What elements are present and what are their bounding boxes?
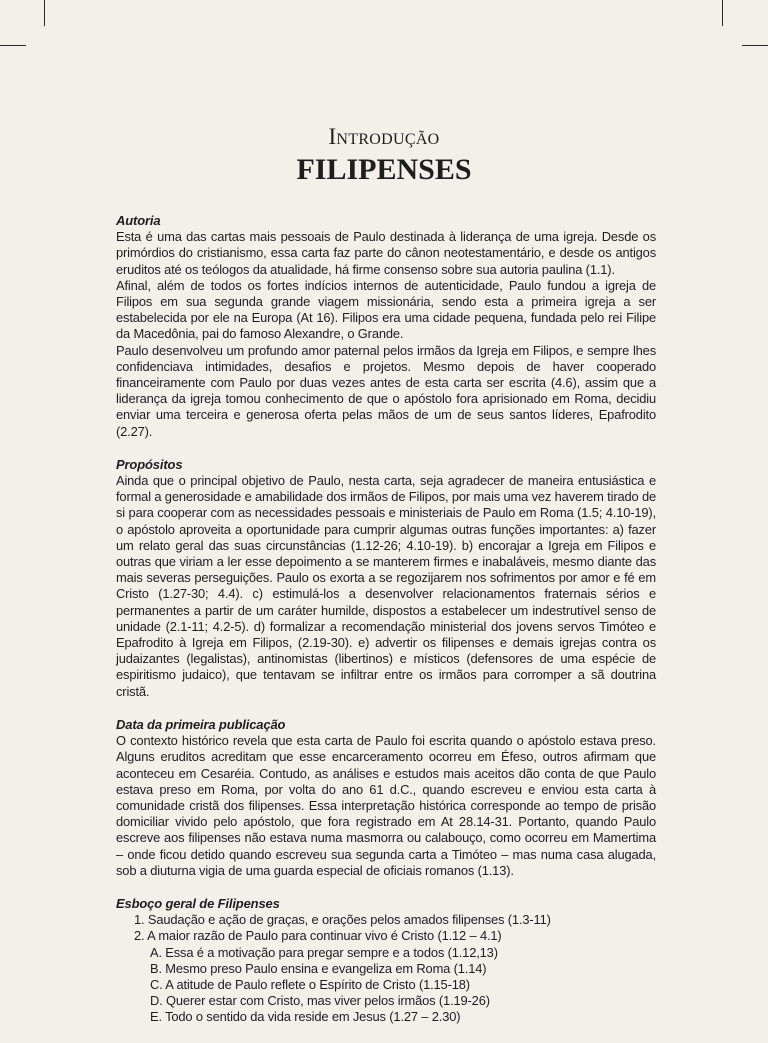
paragraph: Paulo desenvolveu um profundo amor paternal pelos irmãos da Igreja em Filipos, e sempre lhes confidenciava intimidades, desafios e projetos. Mesmo depois de haver cooperado financeiramente com Paulo por duas vezes antes de esta carta ser escrita (4.6), assim que a liderança da igreja tomou conhecimento de que o apóstolo fora aprisionado em Roma, decidiu enviar uma terceira e generosa oferta pelas mãos de um de seus santos líderes, Epafrodito (2.27). [116, 342, 656, 439]
outline-item: 1. Saudação e ação de graças, e orações pelos amados filipenses (1.3-11) [134, 912, 551, 928]
outline-subitem: B. Mesmo preso Paulo ensina e evangeliza em Roma (1.14) [150, 960, 487, 976]
paragraph: Ainda que o principal objetivo de Paulo, nesta carta, seja agradecer de maneira entusiástica e formal a generosidade e amabilidade dos irmãos de Filipos, por mais uma vez haverem tirado de si para cooperar com as necessidades pessoais e ministeriais de Paulo em Roma (1.5; 4.10-19), o apóstolo aproveita a oportunidade para cumprir algumas outras funções importantes: a) fazer um relato geral das suas circunstâncias (1.12-26; 4.10-19). b) encorajar a Igreja em Filipos e outras que viriam a ler esse depoimento a se manterem firmes e inabaláveis, mesmo diante das mais severas perseguições. Paulo os exorta a se regozijarem nos sofrimentos por amor e fé em Cristo (1.27-30; 4.4). c) estimulá-los a desenvolver relacionamentos fraternais sérios e permanentes a partir de um caráter humilde, dispostos a estabelecer um indestrutível senso de unidade (2.1-11; 4.2-5). d) formalizar a recomendação ministerial dos jovens servos Timóteo e Epafrodito à Igreja em Filipos, (2.19-30). e) advertir os filipenses e demais igrejas contra os judaizantes (legalistas), antinomistas (libertinos) e místicos (defensores de uma espécie de espiritismo judaico), que tentavam se infiltrar entre os irmãos para corromper a sã doutrina cristã. [116, 473, 656, 699]
paragraph: O contexto histórico revela que esta carta de Paulo foi escrita quando o apóstolo estava preso. Alguns eruditos acreditam que esse encarceramento ocorreu em Éfeso, outros afirmam que aconteceu em Cesaréia. Contudo, as análises e estudos mais aceitos dão conta de que Paulo estava preso em Roma, por volta do ano 61 d.C., quando escreveu e enviou esta carta à comunidade cristã dos filipenses. Essa interpretação histórica corresponde ao tempo de prisão domiciliar vivido pelo apóstolo, que fora registrado em At 28.14-31. Portanto, quando Paulo escreve aos filipenses não estava numa masmorra ou calabouço, como ocorreu em Mamertima – onde ficou detido quando escreveu sua segunda carta a Timóteo – mas numa casa alugada, sob a diuturna vigia de uma guarda especial de oficiais romanos (1.13). [116, 733, 656, 878]
page-title: FILIPENSES [296, 153, 472, 186]
crop-mark-top-right-vertical [722, 0, 723, 26]
outline-subitem: A. Essa é a motivação para pregar sempre e a todos (1.12,13) [150, 944, 498, 960]
section-esboco [116, 896, 656, 1026]
section-heading: Propósitos [116, 456, 183, 472]
section-heading: Data da primeira publicação [116, 716, 286, 732]
crop-mark-top-left-vertical [44, 0, 45, 26]
outline-subitem: C. A atitude de Paulo reflete o Espírito de Cristo (1.15-18) [150, 976, 470, 992]
crop-mark-top-left-horizontal [0, 45, 26, 46]
outline-subitem: D. Querer estar com Cristo, mas viver pelos irmãos (1.19-26) [150, 993, 490, 1009]
heading-kicker: Introdução [328, 124, 440, 149]
section-autoria [116, 213, 656, 440]
page-heading [0, 122, 768, 188]
section-heading: Autoria [116, 213, 161, 228]
paragraph: Esta é uma das cartas mais pessoais de Paulo destinada à liderança de uma igreja. Desde os primórdios do cristianismo, essa carta faz parte do cânon neotestamentário, e desde os antigos eruditos até os teólogos da atualidade, há firme consenso sobre sua autoria paulina (1.1). [116, 229, 656, 277]
outline-item: 2. A maior razão de Paulo para continuar vivo é Cristo (1.12 – 4.1) [134, 928, 502, 944]
section-propositos [116, 457, 656, 700]
paragraph: Afinal, além de todos os fortes indícios internos de autenticidade, Paulo fundou a igreja de Filipos em sua segunda grande viagem missionária, sendo esta a primeira igreja a ser estabelecida por ele na Europa (At 16). Filipos era uma cidade pequena, fundada pelo rei Filipe da Macedônia, pai do famoso Alexandre, o Grande. [116, 277, 656, 342]
outline-subitem: E. Todo o sentido da vida reside em Jesus (1.27 – 2.30) [150, 1009, 461, 1025]
section-data-publicacao [116, 717, 656, 879]
crop-mark-top-right-horizontal [742, 45, 768, 46]
section-heading: Esboço geral de Filipenses [116, 895, 280, 911]
page-body [116, 213, 656, 1043]
